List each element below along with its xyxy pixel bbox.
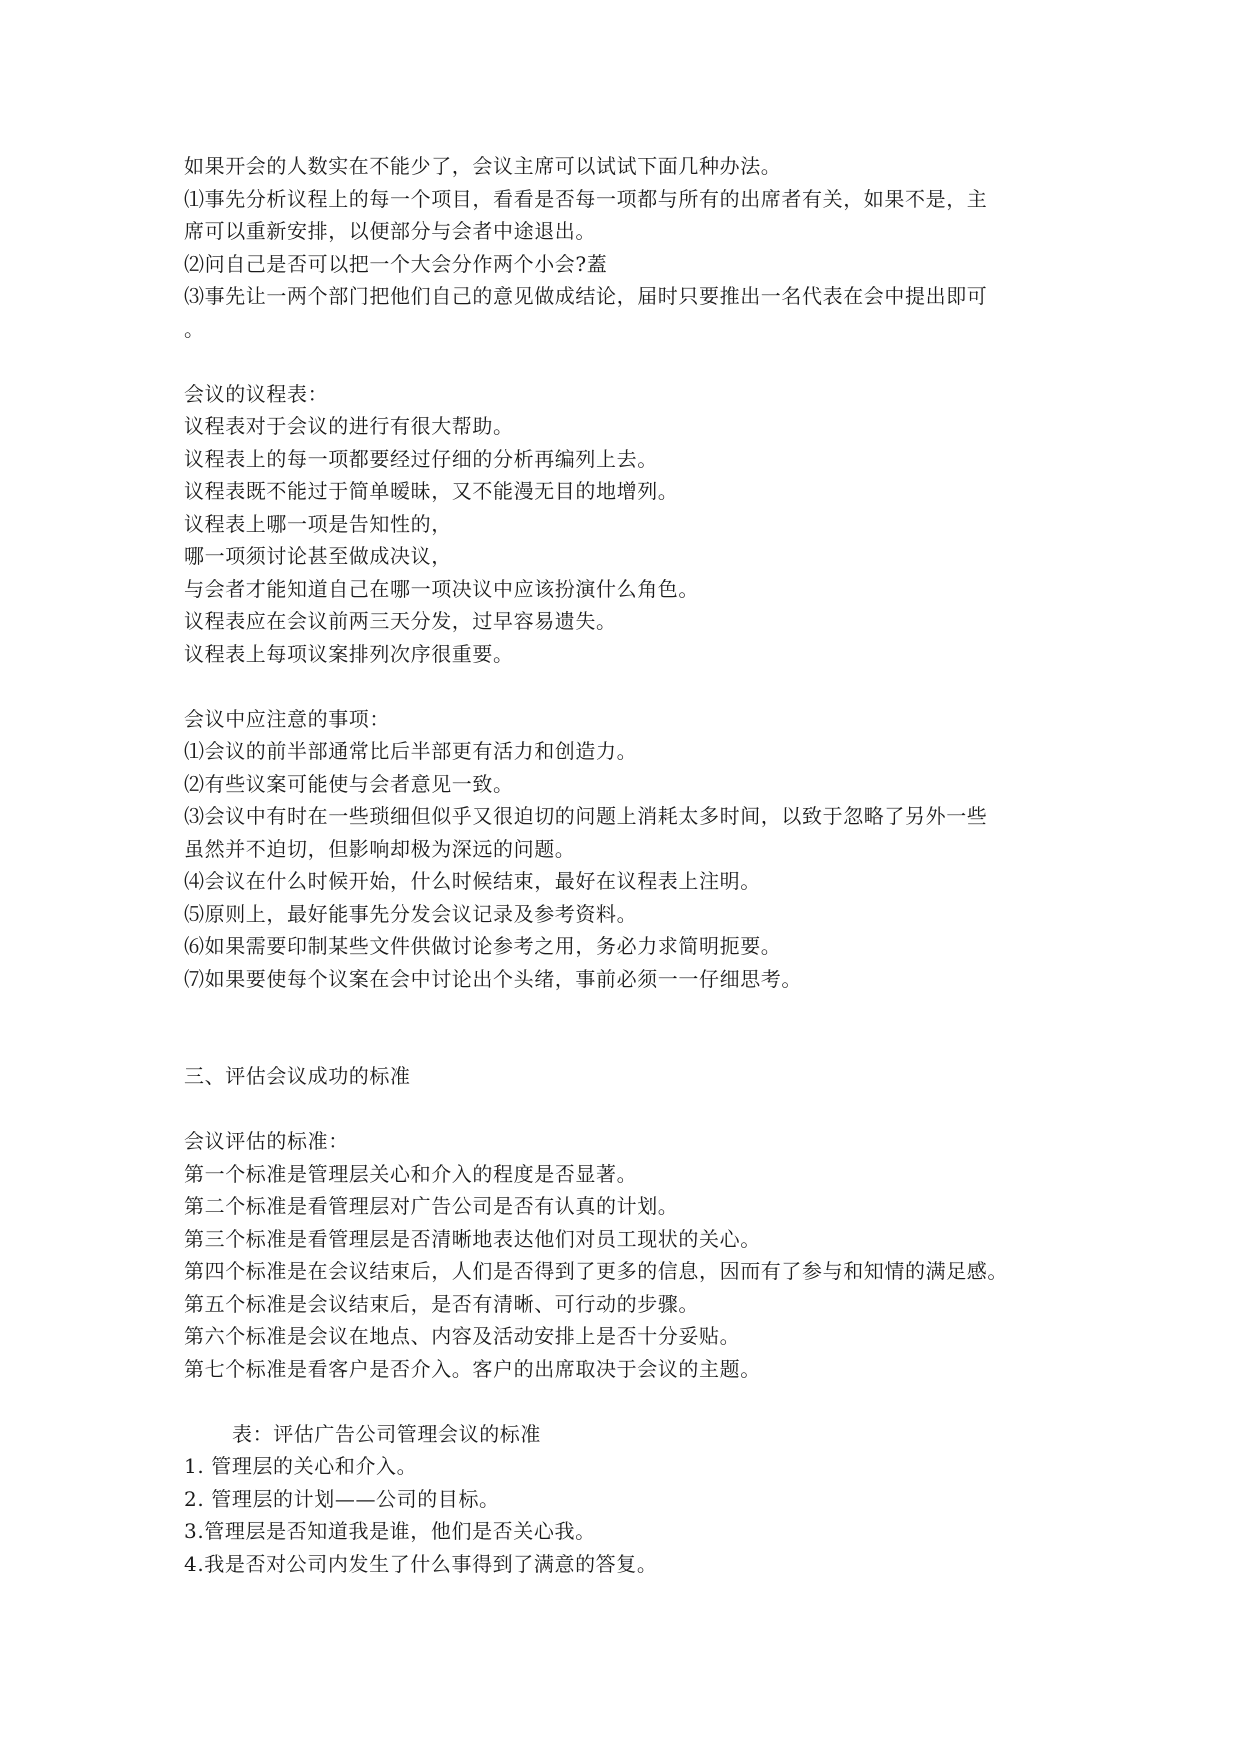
notes-item-7: ⑺如果要使每个议案在会中讨论出个头绪，事前必须一一仔细思考。 — [184, 966, 802, 991]
spacer — [184, 345, 1064, 378]
agenda-line: 议程表对于会议的进行有很大帮助。 — [184, 414, 514, 438]
agenda-line: 与会者才能知道自己在哪一项决议中应该扮演什么角色。 — [184, 576, 699, 601]
section-title: 三、评估会议成功的标准 — [184, 1064, 411, 1088]
notes-item-5: ⑸原则上，最好能事先分发会议记录及参考资料。 — [184, 901, 638, 926]
intro-item-3b: 。 — [184, 316, 205, 341]
intro-item-1a: ⑴事先分析议程上的每一个项目，看看是否每一项都与所有的出席者有关，如果不是，主 — [184, 186, 988, 211]
agenda-line: 议程表上哪一项是告知性的， — [184, 511, 452, 536]
spacer — [184, 670, 1064, 703]
agenda-heading: 会议的议程表： — [184, 381, 329, 406]
notes-item-4: ⑷会议在什么时候开始，什么时候结束，最好在议程表上注明。 — [184, 869, 761, 893]
criteria-line: 第四个标准是在会议结束后，人们是否得到了更多的信息，因而有了参与和知情的满足感。 — [184, 1259, 1008, 1283]
spacer — [184, 995, 1064, 1060]
agenda-line: 哪一项须讨论甚至做成决议， — [184, 544, 452, 568]
agenda-line: 议程表上的每一项都要经过仔细的分析再编列上去。 — [184, 446, 658, 471]
table-caption: 表：评估广告公司管理会议的标准 — [232, 1421, 541, 1446]
criteria-line: 第五个标准是会议结束后，是否有清晰、可行动的步骤。 — [184, 1291, 699, 1316]
agenda-line: 议程表应在会议前两三天分发，过早容易遗失。 — [184, 609, 617, 633]
intro-line: 如果开会的人数实在不能少了，会议主席可以试试下面几种办法。 — [184, 154, 782, 178]
criteria-line: 第六个标准是会议在地点、内容及活动安排上是否十分妥贴。 — [184, 1324, 741, 1348]
spacer — [184, 1385, 1064, 1418]
agenda-line: 议程表上每项议案排列次序很重要。 — [184, 641, 514, 666]
table-item: 2. 管理层的计划——公司的目标。 — [184, 1486, 500, 1511]
criteria-line: 第一个标准是管理层关心和介入的程度是否显著。 — [184, 1161, 638, 1186]
notes-item-6: ⑹如果需要印制某些文件供做讨论参考之用，务必力求简明扼要。 — [184, 934, 782, 958]
table-item: 1. 管理层的关心和介入。 — [184, 1454, 418, 1478]
intro-item-1b: 席可以重新安排，以便部分与会者中途退出。 — [184, 219, 596, 243]
criteria-line: 第三个标准是看管理层是否清晰地表达他们对员工现状的关心。 — [184, 1226, 761, 1251]
notes-heading: 会议中应注意的事项： — [184, 706, 390, 731]
intro-item-2: ⑵问自己是否可以把一个大会分作两个小会?蓋 — [184, 251, 608, 276]
intro-item-3a: ⑶事先让一两个部门把他们自己的意见做成结论，届时只要推出一名代表在会中提出即可 — [184, 284, 988, 308]
notes-item-2: ⑵有些议案可能使与会者意见一致。 — [184, 771, 514, 796]
criteria-heading: 会议评估的标准： — [184, 1129, 349, 1153]
agenda-line: 议程表既不能过于简单暧昧，又不能漫无目的地增列。 — [184, 479, 679, 503]
notes-item-3b: 虽然并不迫切，但影响却极为深远的问题。 — [184, 836, 576, 861]
notes-item-3a: ⑶会议中有时在一些琐细但似乎又很迫切的问题上消耗太多时间，以致于忽略了另外一些 — [184, 804, 988, 828]
criteria-line: 第二个标准是看管理层对广告公司是否有认真的计划。 — [184, 1194, 679, 1218]
spacer — [184, 1093, 1064, 1126]
table-item: 4.我是否对公司内发生了什么事得到了满意的答复。 — [184, 1551, 658, 1576]
criteria-line: 第七个标准是看客户是否介入。客户的出席取决于会议的主题。 — [184, 1356, 761, 1381]
notes-item-1: ⑴会议的前半部通常比后半部更有活力和创造力。 — [184, 739, 638, 763]
table-item: 3.管理层是否知道我是谁，他们是否关心我。 — [184, 1519, 596, 1543]
document-page — [184, 150, 1064, 1580]
